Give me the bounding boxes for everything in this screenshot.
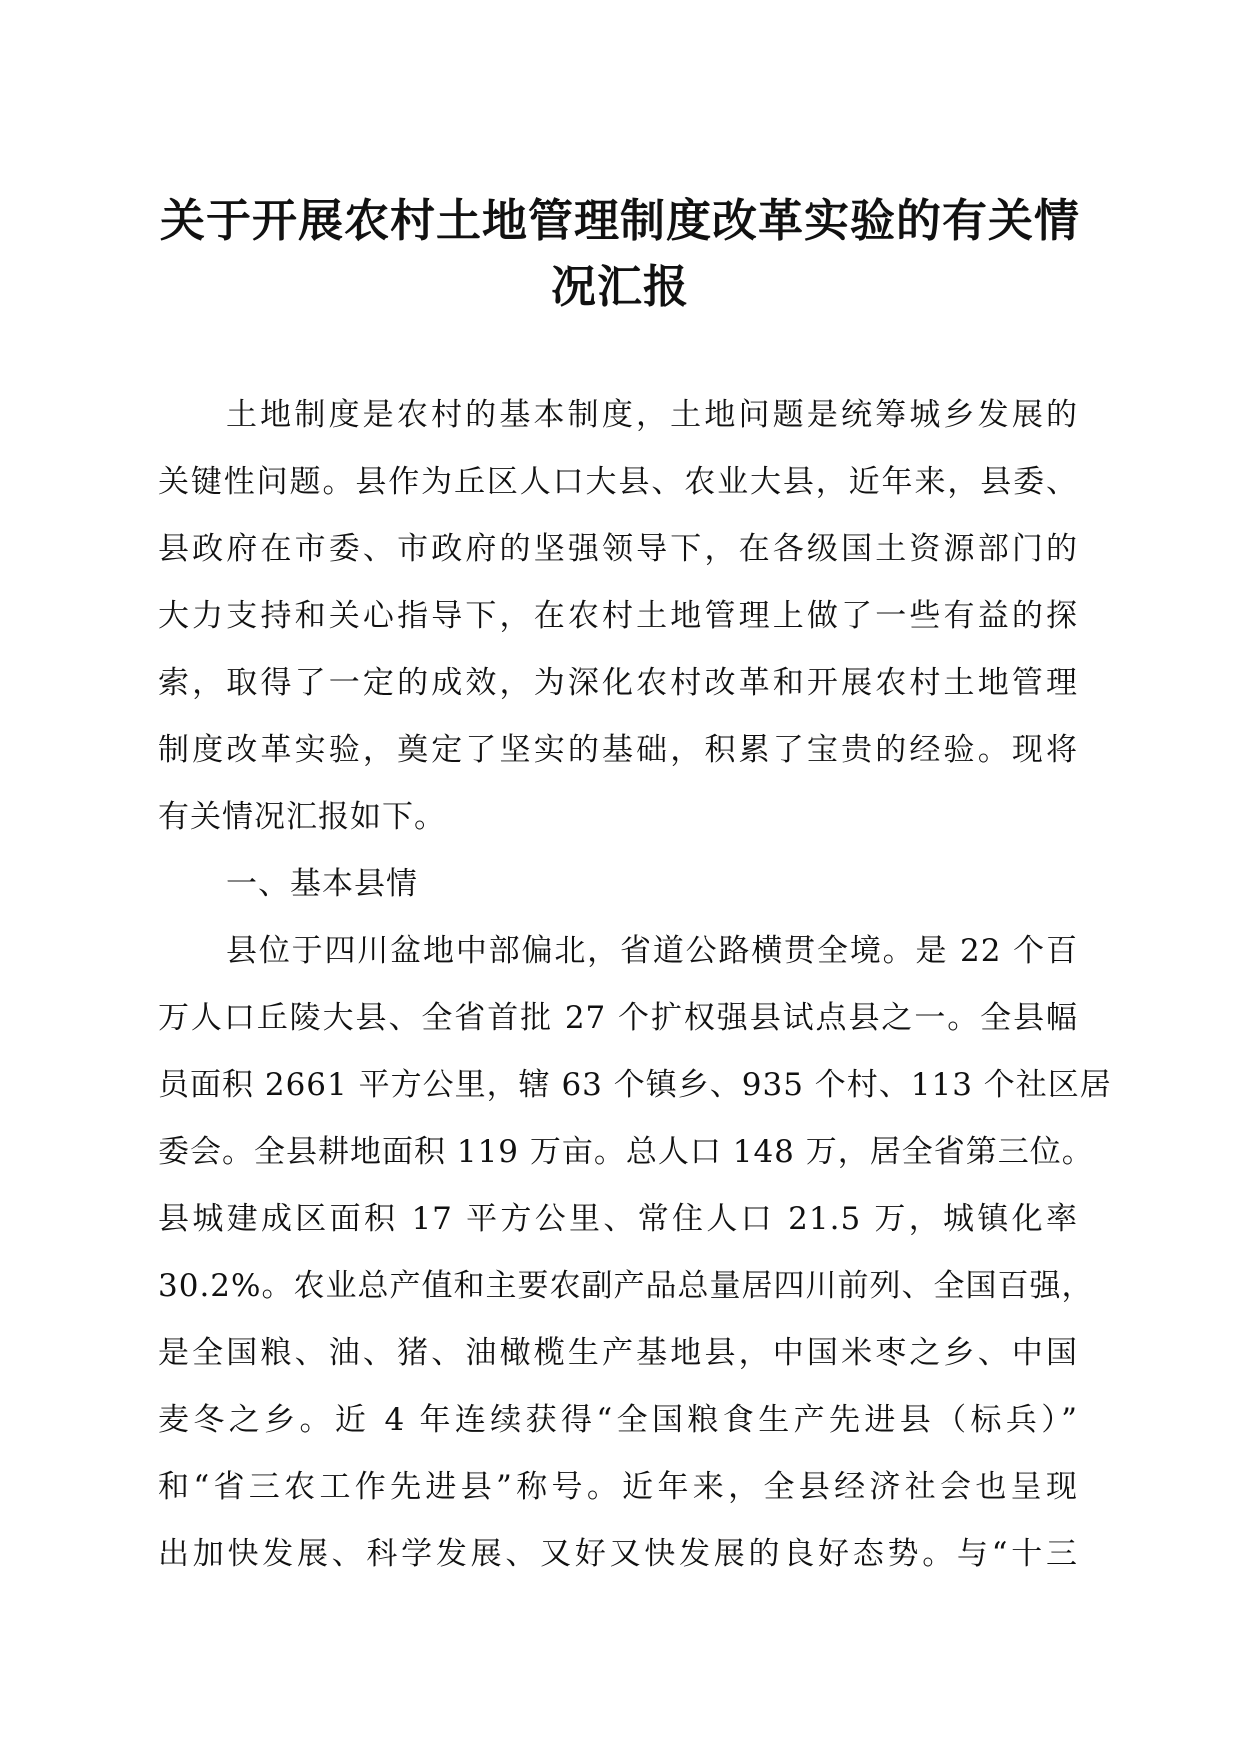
title-line-2: 况汇报 [550, 260, 689, 313]
text-line: 员面积 2661 平方公里，辖 63 个镇乡、935 个村、113 个社区居 [158, 1067, 1112, 1103]
text-line: 大力支持和关心指导下，在农村土地管理上做了一些有益的探 [158, 598, 1078, 634]
section-heading-text: 一、基本县情 [226, 866, 418, 902]
text-line: 县政府在市委、市政府的坚强领导下，在各级国土资源部门的 [158, 531, 1078, 567]
text-line: 制度改革实验，奠定了坚实的基础，积累了宝贵的经验。现将 [158, 732, 1078, 768]
text-line: 和“省三农工作先进县”称号。近年来，全县经济社会也呈现 [158, 1469, 1078, 1505]
paragraph-intro [158, 382, 1078, 851]
document-body [158, 382, 1112, 1588]
text-line: 有关情况汇报如下。 [158, 799, 446, 835]
section-heading [158, 851, 1078, 918]
document-title [150, 188, 1090, 320]
text-line: 30.2%。农业总产值和主要农副产品总量居四川前列、全国百强， [158, 1268, 1094, 1304]
text-line: 万人口丘陵大县、全省首批 27 个扩权强县试点县之一。全县幅 [158, 1000, 1078, 1036]
text-line: 出加快发展、科学发展、又好又快发展的良好态势。与“十三 [158, 1536, 1078, 1572]
text-line: 土地制度是农村的基本制度，土地问题是统筹城乡发展的 [226, 397, 1078, 433]
text-line: 是全国粮、油、猪、油橄榄生产基地县，中国米枣之乡、中国 [158, 1335, 1078, 1371]
text-line: 麦冬之乡。近 4 年连续获得“全国粮食生产先进县（标兵）” [158, 1402, 1078, 1438]
text-line: 县位于四川盆地中部偏北，省道公路横贯全境。是 22 个百 [226, 933, 1078, 969]
text-line: 县城建成区面积 17 平方公里、常住人口 21.5 万，城镇化率 [158, 1201, 1078, 1237]
text-line: 关键性问题。县作为丘区人口大县、农业大县，近年来，县委、 [158, 464, 1078, 500]
paragraph-county-profile [158, 918, 1112, 1588]
text-line: 委会。全县耕地面积 119 万亩。总人口 148 万，居全省第三位。 [158, 1134, 1094, 1170]
text-line: 索，取得了一定的成效，为深化农村改革和开展农村土地管理 [158, 665, 1078, 701]
title-line-1: 关于开展农村土地管理制度改革实验的有关情 [159, 194, 1080, 247]
